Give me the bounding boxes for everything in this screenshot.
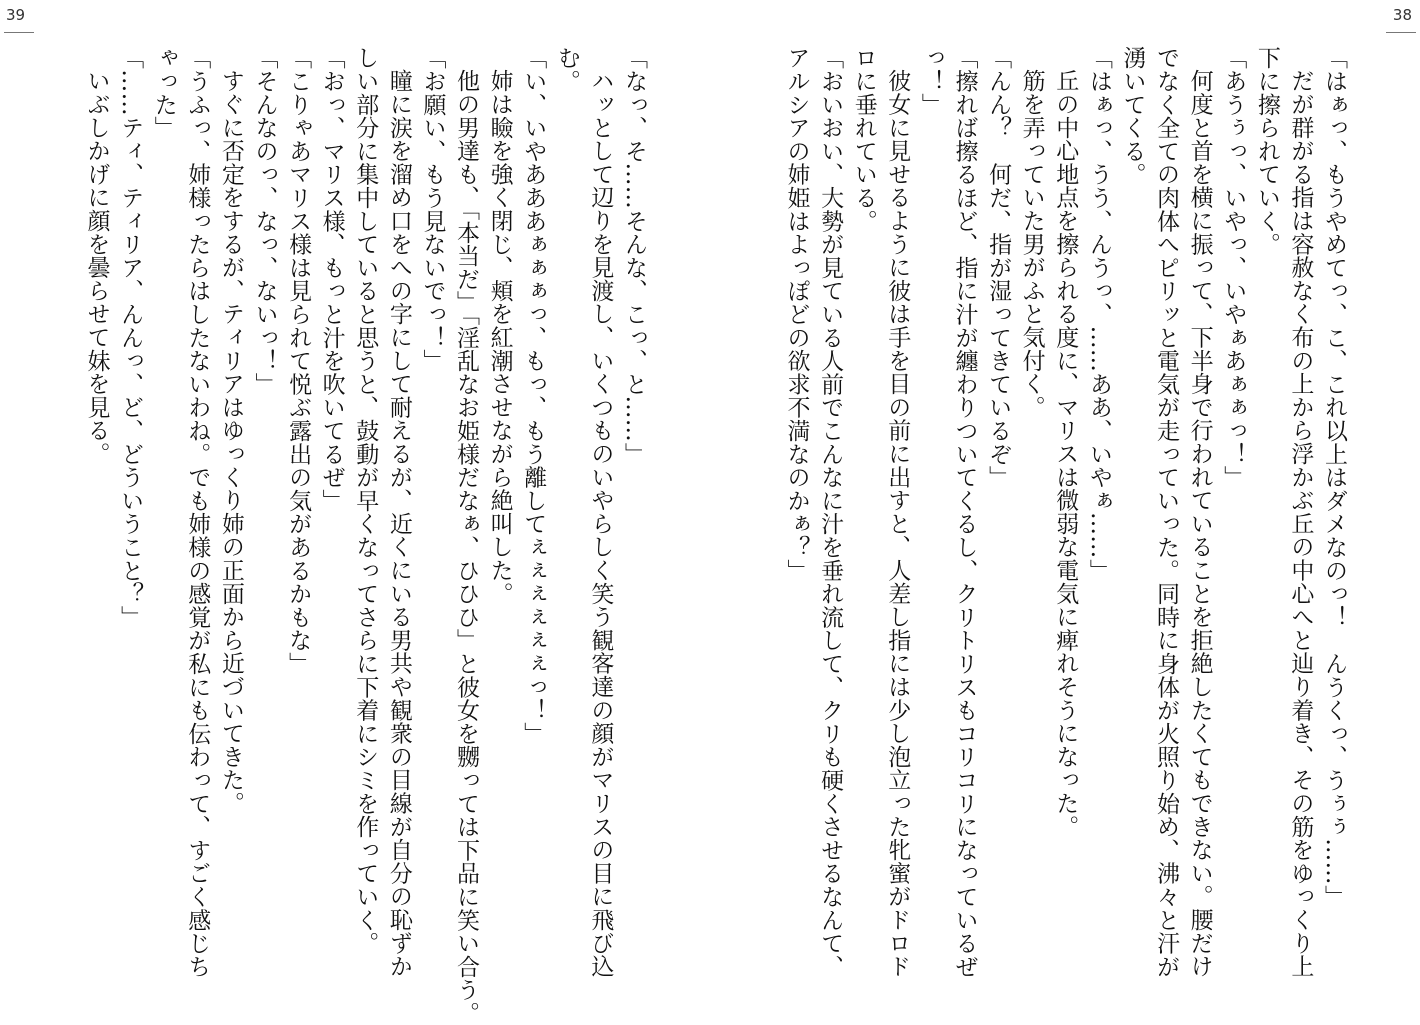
text-line: っ！」	[917, 46, 944, 116]
text-line: だが群がる指は容赦なく布の上から浮かぶ丘の中心へと辿り着き、その筋をゆっくり上	[1287, 69, 1314, 978]
text-line: 「お願い、もう見ないでっ！」	[419, 46, 446, 373]
text-line: む。	[553, 46, 580, 93]
text-line: 彼女に見せるように彼は手を目の前に出すと、人差し指には少し泡立った牝蜜がドロド	[884, 69, 911, 978]
text-line: 筋を弄っていた男がふと気付く。	[1018, 69, 1045, 419]
page-number-rule	[1386, 32, 1416, 33]
page-number: 38	[1392, 6, 1412, 24]
text-line: 「なっ、そ……そんな、こっ、と……」	[621, 46, 647, 466]
text-line: 他の男達も、「本当だ」「淫乱なお姫様だなぁ、ひひひ」と彼女を嬲っては下品に笑い合う。	[453, 69, 480, 1025]
text-line: 「うふっ、姉様ったらはしたないわね。でも姉様の感覚が私にも伝わって、すごく感じち	[184, 46, 211, 978]
text-line: ロに垂れている。	[850, 46, 877, 233]
text-line: 「おっ、マリス様、もっと汁を吹いてるぜ」	[318, 46, 345, 512]
page-number: 39	[6, 6, 26, 24]
text-line: アルシアの姉姫はよっぽどの欲求不満なのかぁ？」	[783, 46, 810, 582]
text-line: 姉は瞼を強く閉じ、頬を紅潮させながら絶叫した。	[486, 69, 513, 605]
right-page	[710, 0, 1420, 1000]
text-line: ハッとして辺りを見渡し、いくつものいやらしく笑う観客達の顔がマリスの目に飛び込	[587, 69, 614, 978]
text-line: 下に擦られていく。	[1253, 46, 1280, 256]
text-line: 「擦れば擦るほど、指に汁が纏わりついてくるし、クリトリスもコリコリになっているぜ	[951, 46, 978, 978]
text-line: 「い、いやあああぁぁぁっ、もっ、もう離してぇぇぇぇぇぇっ！」	[520, 46, 547, 745]
text-line: 「はぁっ、うう、んうっ、……ああ、いやぁ……」	[1085, 46, 1112, 582]
text-line: 瞳に涙を溜め口をへの字にして耐えるが、近くにいる男共や観衆の目線が自分の恥ずか	[385, 69, 412, 978]
page-number-rule	[4, 32, 34, 33]
text-line: 「あうぅっ、いやっ、いやぁあぁぁっ！」	[1220, 46, 1247, 489]
vertical-text-block	[79, 46, 650, 1025]
text-line: いぶしかげに顔を曇らせて妹を見る。	[83, 69, 110, 466]
text-line: 「んん？ 何だ、指が湿ってきているぞ」	[985, 46, 1012, 489]
text-line: 「はぁっ、もうやめてっ、こ、これ以上はダメなのっ！ んうくっ、うぅぅ……」	[1321, 46, 1347, 909]
text-line: 「そんなのっ、なっ、ないっ！」	[251, 46, 278, 396]
text-line: 丘の中心地点を擦られる度に、マリスは微弱な電気に痺れそうになった。	[1052, 69, 1079, 838]
text-line: 何度と首を横に振って、下半身で行われていることを拒絶したくてもできない。腰だけ	[1186, 69, 1213, 978]
text-line: しい部分に集中していると思うと、鼓動が早くなってさらに下着にシミを作っていく。	[352, 46, 379, 955]
text-line: 「おいおい、大勢が見ている人前でこんなに汁を垂れ流して、クリも硬くさせるなんて、	[817, 46, 844, 978]
text-line: すぐに否定をするが、ティリアはゆっくり姉の正面から近づいてきた。	[217, 69, 244, 815]
vertical-text-block	[779, 46, 1350, 976]
text-line: 「こりゃあマリス様は見られて悦ぶ露出の気があるかもな」	[285, 46, 312, 676]
text-line: 「……ティ、ティリア、んんっ、ど、どういうこと？」	[117, 46, 144, 629]
text-line: 湧いてくる。	[1119, 46, 1146, 186]
text-line: ゃった」	[150, 46, 177, 140]
text-line: でなく全ての肉体へピリッと電気が走っていった。同時に身体が火照り始め、沸々と汗が	[1153, 46, 1180, 978]
